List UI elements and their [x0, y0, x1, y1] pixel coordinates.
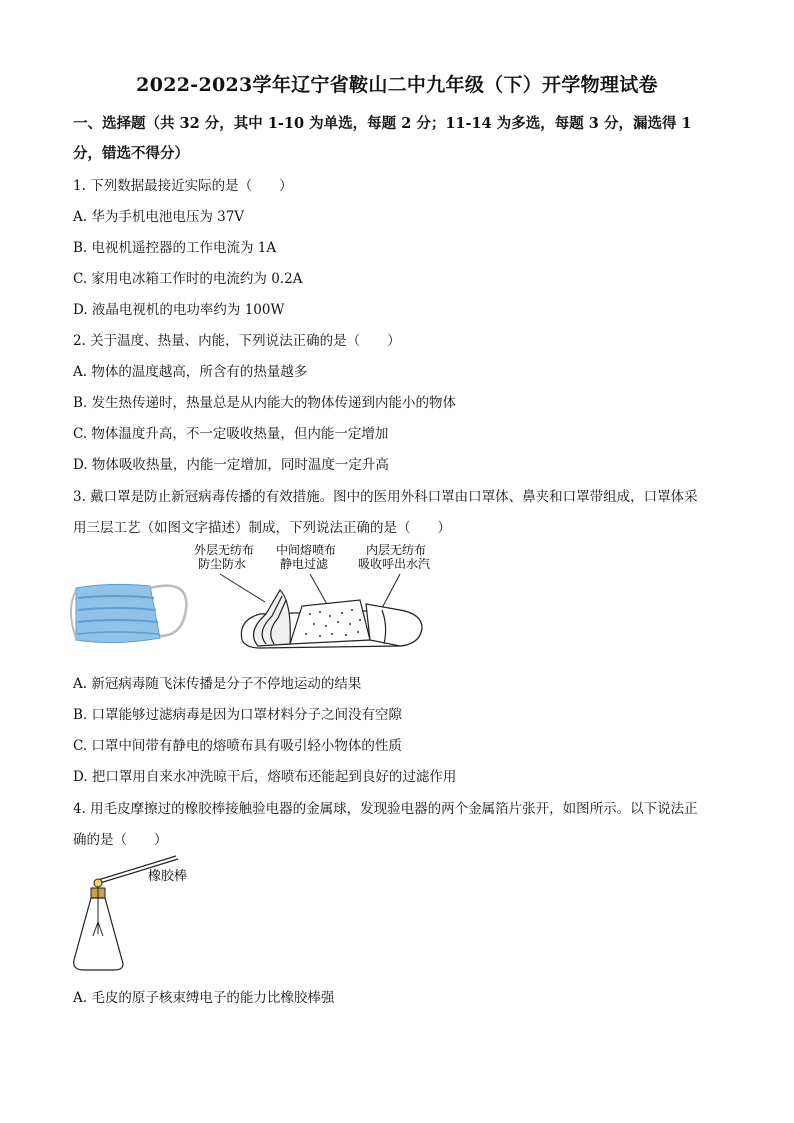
leader-lines	[220, 574, 400, 608]
label-inner-layer-1: 内层无纺布	[366, 543, 427, 557]
rubber-rod-label: 橡胶棒	[148, 869, 188, 884]
question-4-stem-line-1: 4. 用毛皮摩擦过的橡胶棒接触验电器的金属球，发现验电器的两个金属箔片张开，如图所示。以下说法正	[73, 801, 698, 817]
label-middle-layer-2: 静电过滤	[280, 557, 329, 571]
question-1-option-d: D. 液晶电视机的电功率约为 100W	[73, 302, 285, 318]
question-2-stem: 2. 关于温度、热量、内能，下列说法正确的是（ ）	[73, 333, 401, 349]
question-3-option-b: B. 口罩能够过滤病毒是因为口罩材料分子之间没有空隙	[73, 707, 403, 723]
question-1-option-b: B. 电视机遥控器的工作电流为 1A	[73, 240, 277, 256]
question-3-option-a: A. 新冠病毒随飞沫传播是分子不停地运动的结果	[73, 676, 362, 692]
label-middle-layer-1: 中间熔喷布	[276, 543, 337, 557]
question-1-option-c: C. 家用电冰箱工作时的电流约为 0.2A	[73, 271, 303, 287]
label-inner-layer-2: 吸收呼出水汽	[358, 557, 431, 571]
question-2-option-c: C. 物体温度升高，不一定吸收热量，但内能一定增加	[73, 426, 389, 442]
question-4-option-a: A. 毛皮的原子核束缚电子的能力比橡胶棒强	[73, 990, 335, 1006]
question-3-option-d: D. 把口罩用自来水冲洗晾干后，熔喷布还能起到良好的过滤作用	[73, 769, 457, 785]
question-3-stem-line-1: 3. 戴口罩是防止新冠病毒传播的有效措施。图中的医用外科口罩由口罩体、鼻夹和口罩带组成，口罩体采	[73, 489, 698, 505]
question-1-option-a: A. 华为手机电池电压为 37V	[73, 209, 245, 225]
section-heading-line-1: 一、选择题（共 32 分，其中 1-10 为单选，每题 2 分；11-14 为多选，每题 3 分，漏选得 1	[73, 115, 692, 132]
mask-illustration	[71, 584, 186, 642]
label-outer-layer-1: 外层无纺布	[194, 543, 255, 557]
question-3-stem-line-2: 用三层工艺（如图文字描述）制成，下列说法正确的是（ ）	[73, 520, 451, 536]
layer-diagram	[241, 590, 422, 648]
label-outer-layer-2: 防尘防水	[198, 557, 247, 571]
question-1-stem: 1. 下列数据最接近实际的是（ ）	[73, 178, 293, 194]
question-2-option-a: A. 物体的温度越高，所含有的热量越多	[73, 364, 308, 380]
page-title: 2022-2023学年辽宁省鞍山二中九年级（下）开学物理试卷	[136, 74, 658, 96]
electroscope-figure	[68, 852, 218, 974]
question-2-option-b: B. 发生热传递时，热量总是从内能大的物体传递到内能小的物体	[73, 395, 457, 411]
question-2-option-d: D. 物体吸收热量，内能一定增加，同时温度一定升高	[73, 457, 389, 473]
mask-figure	[70, 540, 450, 660]
question-3-option-c: C. 口罩中间带有静电的熔喷布具有吸引轻小物体的性质	[73, 738, 402, 754]
section-heading-line-2: 分，错选不得分）	[73, 145, 189, 162]
electroscope	[74, 879, 123, 970]
question-4-stem-line-2: 确的是（ ）	[73, 832, 168, 848]
